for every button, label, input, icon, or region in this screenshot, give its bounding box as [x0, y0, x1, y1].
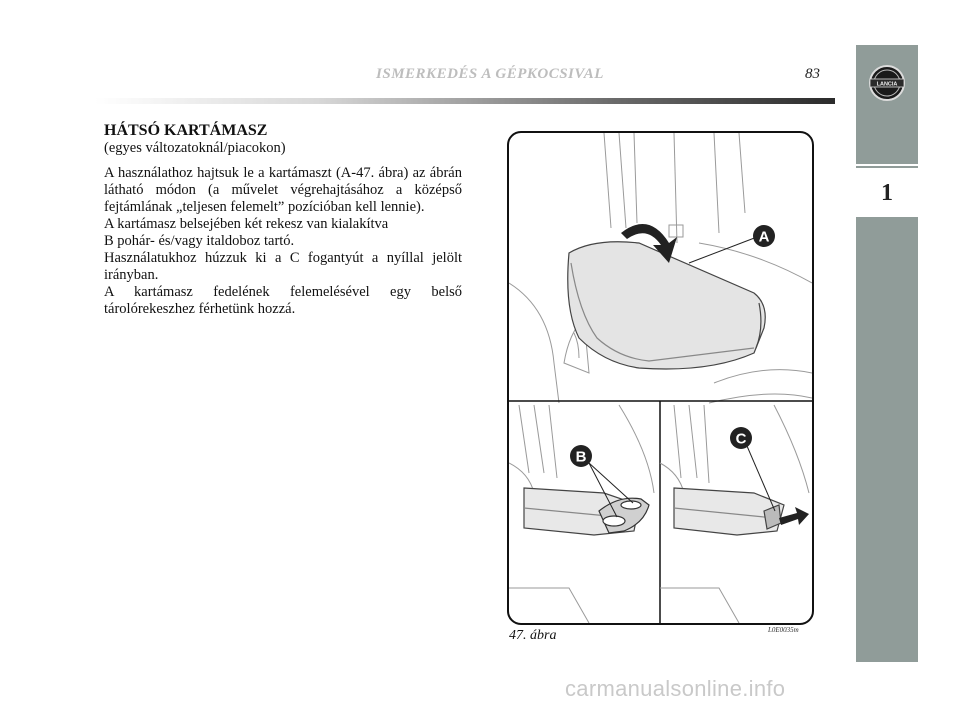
content-column — [104, 122, 462, 318]
section-heading: HÁTSÓ KARTÁMASZ — [104, 122, 268, 139]
watermark: carmanualsonline.info — [565, 676, 786, 701]
callout-a — [753, 225, 775, 247]
figure-caption: 47. ábra — [509, 628, 557, 643]
callout-b — [570, 445, 592, 467]
body-paragraph: Használatukhoz húzzuk ki a C fogantyút a nyíllal jelölt irányban. — [104, 250, 462, 283]
chapter-divider — [856, 164, 918, 166]
armrest-a — [568, 242, 766, 369]
lancia-logo-icon — [856, 45, 918, 123]
header-rule — [95, 98, 835, 104]
armrest-c — [674, 488, 784, 535]
body-paragraph: B pohár- és/vagy italdoboz tartó. — [104, 233, 295, 249]
label-c: C — [735, 430, 747, 448]
body-paragraph: A kartámasz belsejében két rekesz van kialakítva — [104, 216, 389, 232]
body-paragraph: A használathoz hajtsuk le a kartámaszt (A-47. ábra) az ábrán látható módon (a művelet végrehajtásához a középső fejtámlának „teljesen felemelt” pozícióban kell lennie). — [104, 165, 462, 215]
logo-box — [856, 45, 918, 123]
page-number: 83 — [805, 66, 820, 82]
pull-arrow-icon — [779, 507, 809, 525]
body-paragraph: A kartámasz fedelének felemelésével egy belső tárolórekeszhez férhetünk hozzá. — [104, 284, 462, 317]
header-title: ISMERKEDÉS A GÉPKOCSIVAL — [376, 66, 604, 82]
figure-code: L0E0035m — [768, 626, 799, 634]
armrest-illustration — [509, 133, 812, 623]
label-a: A — [758, 228, 770, 246]
side-tab — [856, 45, 918, 662]
figure-frame — [507, 131, 814, 625]
chapter-number: 1 — [881, 180, 893, 206]
logo-text: LANCIA — [876, 81, 898, 88]
leader-line-a — [689, 237, 757, 263]
section-subtitle: (egyes változatoknál/piacokon) — [104, 140, 286, 156]
callout-c — [730, 427, 752, 449]
label-b: B — [575, 448, 587, 466]
